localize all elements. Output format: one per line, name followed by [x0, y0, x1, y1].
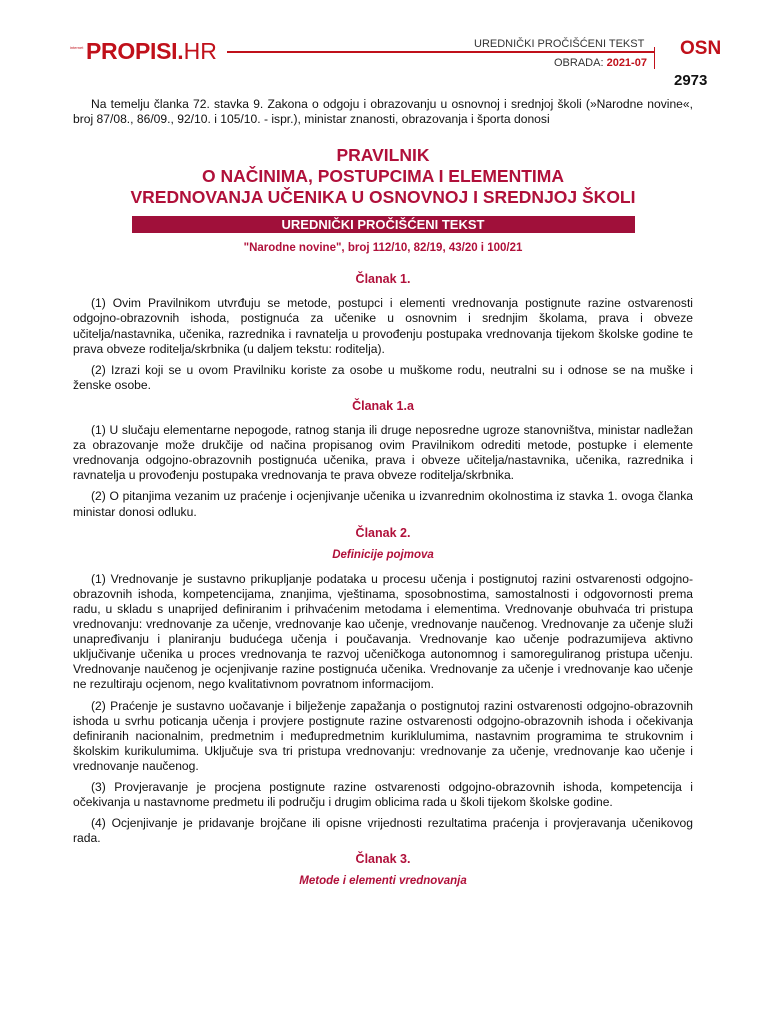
article-2-paragraph-1: (1) Vrednovanje je sustavno prikupljanje podataka u procesu učenja i postignutoj razini ostvarenosti odgojno-obrazovnih ishoda, kompetencijama, znanjima, vještinama, sposobnostima, samostalnosti i odgovornosti prema radu, u skladu s unaprijed definiranim i prihvaćenim metodama i elementima. Vrednovanje obuhvaća tri pristupa vrednovanju: vrednovanje za učenje, vrednovanje kao učenje, vrednovanje naučenog. Vrednovanje za učenje služi unapređivanju i planiranju budućega učenja i poučavanja. Vrednovanje kao učenje podrazumijeva aktivno uključivanje učenika u proces vrednovanja te razvoj učeničkoga autonomnog i samoreguliranog pristupa učenju. Vrednovanje naučenog je ocjenjivanje razine postignuća učenika. Vrednovanje za učenje i vrednovanje kao učenje ne rezultiraju ocjenom, nego kvalitativnom povratnom informacijom. — [73, 571, 693, 692]
article-2-paragraph-2: (2) Praćenje je sustavno uočavanje i bilježenje zapažanja o postignutoj razini ostvarenosti odgojno-obrazovnih ishoda u svrhu poticanja učenja i provjere postignute razine ostvarenosti odgojno-obrazovnih ishoda i očekivanja definiranih nacionalnim, predmetnim i međupredmetnim kuriklulumima, nastavnim programima te strukovnim i školskim kurikulumima. Uključuje sva tri pristupa vrednovanju: vrednovanje za učenje, vrednovanje kao učenje i vrednovanje naučenog. — [73, 698, 693, 773]
article-3-subtitle: Metode i elementi vrednovanja — [299, 875, 467, 888]
title-line-1: PRAVILNIK — [336, 145, 430, 166]
page-header — [0, 0, 768, 100]
article-2-paragraph-3: (3) Provjeravanje je procjena postignute razine ostvarenosti odgojno-obrazovnih ishoda, kompetencija i očekivanja u nastavnome predmetu ili području i drugim oblicima rada u školi tijekom školske godine. — [73, 780, 693, 810]
article-1-title: Članak 1. — [355, 272, 411, 287]
article-1-paragraph-2: (2) Izrazi koji se u ovom Pravilniku koriste za osobe u muškome rodu, neutralni su i odnose se na muške i ženske osobe. — [73, 362, 693, 392]
article-2-subtitle: Definicije pojmova — [332, 548, 434, 561]
document-type-label: UREDNIČKI PROČIŠĆENI TEKST — [474, 38, 645, 50]
document-code: OSN — [680, 38, 722, 59]
intro-paragraph: Na temelju članka 72. stavka 9. Zakona o odgoju i obrazovanju u osnovnoj i srednjoj školi (»Narodne novine«, broj 87/08., 86/09., 92/10. i 105/10. - ispr.), ministar znanosti, obrazovanja i športa donosi — [73, 97, 693, 127]
article-2-title: Članak 2. — [355, 525, 411, 540]
logo-hr-text: HR — [183, 38, 217, 64]
logo-main-text: PROPISI — [86, 38, 178, 64]
title-line-3: VREDNOVANJA UČENIKA U OSNOVNOJ I SREDNJOJ ŠKOLI — [130, 187, 636, 208]
header-divider-vertical — [654, 47, 655, 69]
obrada-label: OBRADA: — [554, 57, 604, 69]
obrada-info — [554, 57, 647, 69]
document-number: 2973 — [674, 72, 708, 89]
article-1-paragraph-1: (1) Ovim Pravilnikom utvrđuju se metode, postupci i elementi vrednovanja postignute razine ostvarenosti odgojno-obrazovnih ishoda, postignuća za učenike u osnovnim i srednjim školama, prava i obveze učitelja/nastavnika, učenika, razrednika i ravnatelja u provođenju postupaka vrednovanja tijekom školske godine te prava obveze roditelja/skrbnika (u daljem tekstu: roditelja). — [73, 296, 693, 356]
article-1a-title: Članak 1.a — [352, 398, 414, 413]
edited-text-banner: UREDNIČKI PROČIŠĆENI TEKST — [132, 216, 635, 233]
logo-small-text: internet — [70, 45, 84, 50]
article-2-paragraph-4: (4) Ocjenjivanje je pridavanje brojčane ili opisne vrijednosti rezultatima praćenja i provjeravanja učenikovog rada. — [73, 816, 693, 846]
header-divider — [227, 51, 654, 53]
gazette-reference: "Narodne novine", broj 112/10, 82/19, 43/20 i 100/21 — [243, 242, 523, 255]
article-1a-paragraph-1: (1) U slučaju elementarne nepogode, ratnog stanja ili druge neposredne ugroze stanovništva, ministar nadležan za obrazovanje može drukčije od načina propisanog ovim Pravilnikom odrediti metode, postupke i elemente vrednovanja odgojno-obrazovnih postignuća učenika, prava i obveze učitelja/nastavnika, učenika, razrednika i ravnatelja u provođenju postupaka vrednovanja te prava obveze roditelja/skrbnika. — [73, 423, 693, 483]
document-body — [73, 97, 693, 899]
article-1a-paragraph-2: (2) O pitanjima vezanim uz praćenje i ocjenjivanje učenika u izvanrednim okolnostima iz stavka 1. ovoga članka ministar donosi odluku. — [73, 489, 693, 519]
document-title — [73, 145, 693, 208]
obrada-value: 2021-07 — [606, 57, 647, 69]
propisi-logo[interactable] — [70, 38, 217, 65]
title-line-2: O NAČINIMA, POSTUPCIMA I ELEMENTIMA — [202, 166, 564, 187]
logo-dot: . — [177, 38, 184, 64]
article-3-title: Članak 3. — [355, 852, 411, 867]
